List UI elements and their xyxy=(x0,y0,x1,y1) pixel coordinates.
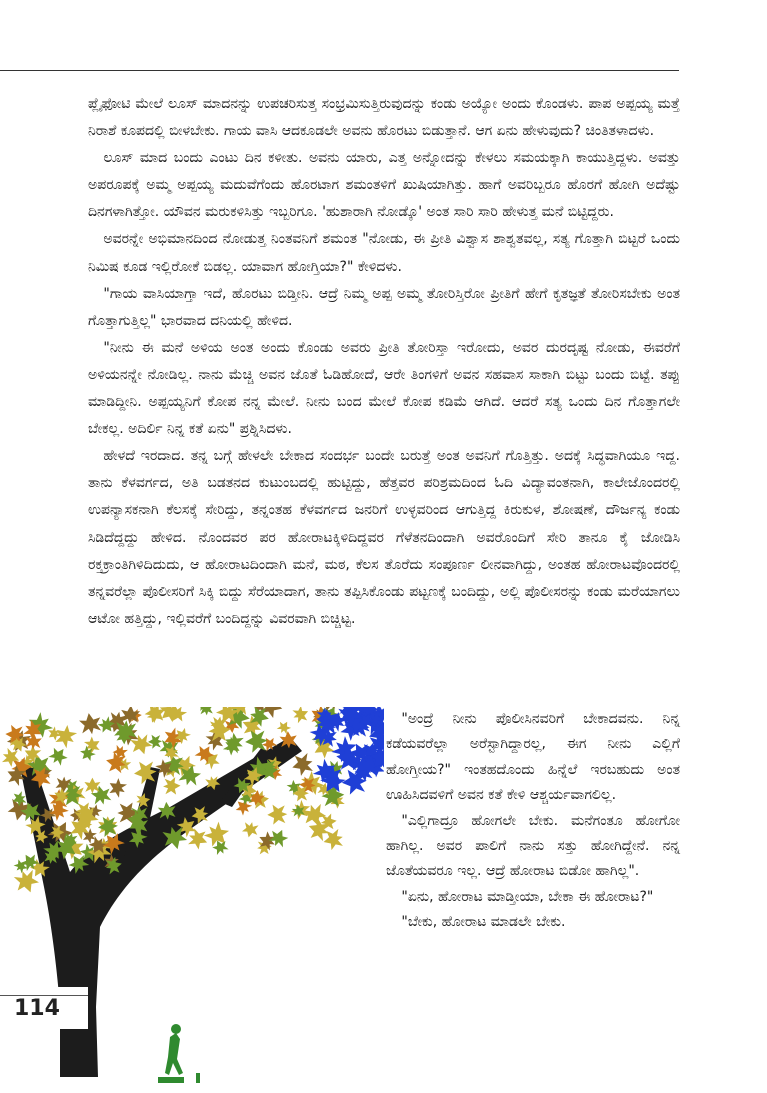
right-column-text xyxy=(386,707,680,936)
leaf-mark xyxy=(78,711,103,736)
paragraph: "ಎಲ್ಲಿಗಾದ್ರೂ ಹೋಗಲೇ ಬೇಕು. ಮನೆಗಂತೂ ಹೋಗೋ ಹಾಗಿಲ್ಲ. ಅವರ ಪಾಲಿಗೆ ನಾನು ಸತ್ತು ಹೋಗಿದ್ದೇನೆ. ನನ್ನ ಜೊತೆಯವರೂ ಇಲ್ಲ. ಆದ್ರೆ ಹೋರಾಟ ಬಿಡೋ ಹಾಗಿಲ್ಲ". xyxy=(386,812,680,880)
paragraph: ಅವರನ್ನೇ ಅಭಿಮಾನದಿಂದ ನೋಡುತ್ತ ನಿಂತವನಿಗೆ ಶಮಂತ "ನೋಡು, ಈ ಪ್ರೀತಿ ವಿಶ್ವಾಸ ಶಾಶ್ವತವಲ್ಲ, ಸತ್ಯ ಗೊತ್ತಾಗಿ ಬಿಟ್ಟರೆ ಒಂದು ನಿಮಿಷ ಕೂಡ ಇಲ್ಲಿರೋಕೆ ಬಿಡಲ್ಲ. ಯಾವಾಗ ಹೋಗ್ತಿಯಾ?" ಕೇಳಿದಳು. xyxy=(88,231,680,275)
leaf-mark xyxy=(148,734,163,749)
leaf-mark xyxy=(244,729,268,753)
header-rule xyxy=(0,70,679,71)
paragraph: "ಅಂದ್ರೆ ನೀನು ಪೊಲೀಸಿನವರಿಗೆ ಬೇಕಾದವನು. ನಿನ್ನ ಕಡೆಯವರೆಲ್ಲಾ ಅರೆಸ್ಟಾಗಿದ್ದಾರಲ್ಲ, ಈಗ ನೀನು ಎಲ್ಲಿಗೆ ಹೋಗ್ತೀಯ?" ಇಂತಹದೊಂದು ಹಿನ್ನೆಲೆ ಇರಬಹುದು ಅಂತ ಊಹಿಸಿದವಳಿಗೆ ಅವನ ಕತೆ ಕೇಳಿ ಆಶ್ಚರ್ಯವಾಗಲಿಲ್ಲ. xyxy=(386,711,680,804)
paragraph: "ಬೇಕು, ಹೋರಾಟ ಮಾಡಲೇ ಬೇಕು. xyxy=(401,914,566,931)
paragraph: "ಏನು, ಹೋರಾಟ ಮಾಡ್ತೀಯಾ, ಬೇಕಾ ಈ ಹೋರಾಟ?" xyxy=(401,888,654,905)
leaf-mark xyxy=(241,820,260,839)
main-text xyxy=(88,91,680,633)
leaf-mark xyxy=(47,744,71,768)
green-figure xyxy=(158,1024,200,1083)
leaf-mark xyxy=(163,777,181,795)
leaf-mark xyxy=(290,707,311,725)
paragraph: ಹೇಳದೆ ಇರದಾದ. ತನ್ನ ಬಗ್ಗೆ ಹೇಳಲೇ ಬೇಕಾದ ಸಂದರ್ಭ ಬಂದೇ ಬರುತ್ತೆ ಅಂತ ಅವನಿಗೆ ಗೊತ್ತಿತ್ತು. ಅದಕ್ಕೆ ಸಿದ್ಧವಾಗಿಯೂ ಇದ್ದ. ತಾನು ಕೆಳವರ್ಗದ, ಅತಿ ಬಡತನದ ಕುಟುಂಬದಲ್ಲಿ ಹುಟ್ಟಿದ್ದು, ಹೆತ್ತವರ ಪರಿಶ್ರಮದಿಂದ ಓದಿ ವಿದ್ಯಾವಂತನಾಗಿ, ಕಾಲೇಜೊಂದರಲ್ಲಿ ಉಪನ್ಯಾಸಕನಾಗಿ ಕೆಲಸಕ್ಕೆ ಸೇರಿದ್ದು, ತನ್ನಂತಹ ಕೆಳವರ್ಗದ ಜನರಿಗೆ ಉಳ್ಳವರಿಂದ ಆಗುತ್ತಿದ್ದ ಕಿರುಕುಳ, ಶೋಷಣೆ, ದೌರ್ಜನ್ಯ ಕಂಡು ಸಿಡಿದೆದ್ದದ್ದು ಹೇಳಿದ. ನೊಂದವರ ಪರ ಹೋರಾಟಕ್ಕಿಳಿದಿದ್ದವರ ಗೆಳೆತನದಿಂದಾಗಿ ಅವರೊಂದಿಗೆ ಸೇರಿ ತಾನೂ ಕೈ ಜೋಡಿಸಿ ರಕ್ತಕ್ರಾಂತಿಗಿಳಿದಿದುದು, ಆ ಹೋರಾಟದಿಂದಾಗಿ ಮನೆ, ಮಠ, ಕೆಲಸ ತೊರೆದು ಸಂಪೂರ್ಣ ಲೀನವಾಗಿದ್ದು, ಅಂತಹ ಹೋರಾಟವೊಂದರಲ್ಲಿ ತನ್ನವರೆಲ್ಲಾ ಪೊಲೀಸರಿಗೆ ಸಿಕ್ಕಿ ಬಿದ್ದು ಸೆರೆಯಾದಾಗ, ತಾನು ತಪ್ಪಿಸಿಕೊಂಡು ಪಟ್ಟಣಕ್ಕೆ ಬಂದಿದ್ದು, ಅಲ್ಲಿ ಪೊಲೀಸರನ್ನು ಕಂಡು ಮರೆಯಾಗಲು ಆಟೋ ಹತ್ತಿದ್ದು, ಇಲ್ಲಿವರೆಗೆ ಬಂದಿದ್ದನ್ನು ವಿವರವಾಗಿ ಬಿಚ್ಚಿಟ್ಟ. xyxy=(88,448,680,627)
leaf-mark xyxy=(105,776,129,800)
page-number: 114 xyxy=(14,996,60,1021)
leaf-mark xyxy=(222,731,246,755)
paragraph: "ಗಾಯ ವಾಸಿಯಾಗ್ತಾ ಇದೆ, ಹೊರಟು ಬಿಡ್ತೀನಿ. ಆದ್ರೆ ನಿಮ್ಮ ಅಪ್ಪ ಅಮ್ಮ ತೋರಿಸ್ತಿರೋ ಪ್ರೀತಿಗೆ ಹೇಗೆ ಕೃತಜ್ಞತೆ ತೋರಿಸಬೇಕು ಅಂತ ಗೊತ್ತಾಗುತ್ತಿಲ್ಲ" ಭಾರವಾದ ದನಿಯಲ್ಲಿ ಹೇಳಿದ. xyxy=(88,285,680,329)
leaf-mark xyxy=(267,804,288,825)
paragraph: ಪ್ಲೈಫೋಟಿ ಮೇಲೆ ಲೂಸ್ ಮಾದನನ್ನು ಉಪಚರಿಸುತ್ತ ಸಂಭ್ರಮಿಸುತ್ತಿರುವುದನ್ನು ಕಂಡು ಅಯ್ಯೋ ಅಂದು ಕೊಂಡಳು. ಪಾಪ ಅಪ್ಪಯ್ಯ ಮತ್ತೆ ನಿರಾಶೆ ಕೂಪದಲ್ಲಿ ಬೀಳಬೇಕು. ಗಾಯ ವಾಸಿ ಆದಕೂಡಲೇ ಅವನು ಹೊರಟು ಬಿಡುತ್ತಾನೆ. ಆಗ ಏನು ಹೇಳುವುದು? ಚಿಂತಿತಳಾದಳು. xyxy=(88,96,680,140)
paragraph: ಲೂಸ್ ಮಾದ ಬಂದು ಎಂಟು ದಿನ ಕಳೀತು. ಅವನು ಯಾರು, ಎತ್ತ ಅನ್ನೋದನ್ನು ಕೇಳಲು ಸಮಯಕ್ಕಾಗಿ ಕಾಯುತ್ತಿದ್ದಳು. ಅವತ್ತು ಅಪರೂಪಕ್ಕೆ ಅಮ್ಮ ಅಪ್ಪಯ್ಯ ಮದುವೆಗೆಂದು ಹೊರಟಾಗ ಶಮಂತಳಿಗೆ ಖುಷಿಯಾಗಿತ್ತು. ಹಾಗೆ ಅವರಿಬ್ಬರೂ ಹೊರಗೆ ಹೋಗಿ ಅದೆಷ್ಟು ದಿನಗಳಾಗಿತ್ತೋ. ಯೌವನ ಮರುಕಳಿಸಿತ್ತು ಇಬ್ಬರಿಗೂ. 'ಹುಶಾರಾಗಿ ನೋಡ್ಕೊ' ಅಂತ ಸಾರಿ ಸಾರಿ ಹೇಳುತ್ತ ಮನೆ ಬಿಟ್ಟಿದ್ದರು. xyxy=(88,150,680,221)
paragraph: "ನೀನು ಈ ಮನೆ ಅಳಿಯ ಅಂತ ಅಂದು ಕೊಂಡು ಅವರು ಪ್ರೀತಿ ತೋರಿಸ್ತಾ ಇರೋದು, ಅವರ ದುರದೃಷ್ಟ ನೋಡು, ಈವರೆಗೆ ಅಳಿಯನನ್ನೇ ನೋಡಿಲ್ಲ. ನಾನು ಮೆಚ್ಚಿ ಅವನ ಜೊತೆ ಓಡಿಹೋದೆ, ಆರೇ ತಿಂಗಳಿಗೆ ಅವನ ಸಹವಾಸ ಸಾಕಾಗಿ ಬಿಟ್ಟು ಬಂದು ಬಿಟ್ಟೆ. ತಪ್ಪು ಮಾಡಿದ್ದೀನಿ. ಅಪ್ಪಯ್ಯನಿಗೆ ಕೋಪ ನನ್ನ ಮೇಲೆ. ನೀನು ಬಂದ ಮೇಲೆ ಕೋಪ ಕಡಿಮೆ ಆಗಿದೆ. ಆದರೆ ಸತ್ಯ ಒಂದು ದಿನ ಗೊತ್ತಾಗಲೇ ಬೇಕಲ್ಲ. ಅದಿರ್ಲಿ ನಿನ್ನ ಕತೆ ಏನು" ಪ್ರಶ್ನಿಸಿದಳು. xyxy=(88,339,680,438)
leaf-mark xyxy=(275,719,292,736)
leaf-mark xyxy=(25,733,42,750)
tree-illustration xyxy=(0,707,384,1087)
